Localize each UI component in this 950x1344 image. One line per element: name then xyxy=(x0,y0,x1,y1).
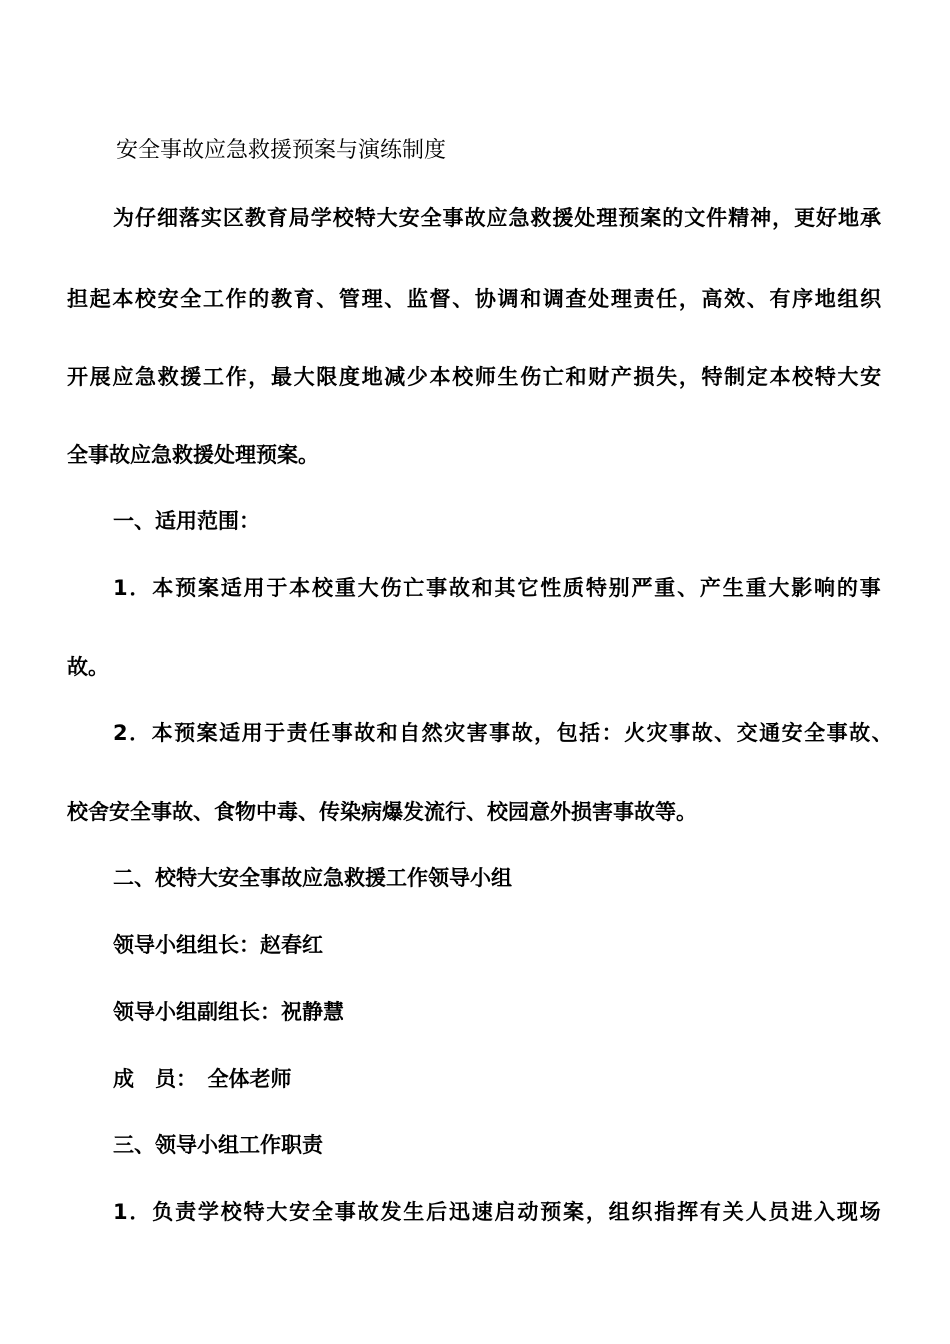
section3-heading: 三、领导小组工作职责 xyxy=(113,1133,323,1157)
intro-line-4: 全事故应急救援处理预案。 xyxy=(67,443,319,467)
intro-line-3: 开展应急救援工作，最大限度地减少本校师生伤亡和财产损失，特制定本校特大安 xyxy=(67,365,883,389)
intro-line-1: 为仔细落实区教育局学校特大安全事故应急救援处理预案的文件精神，更好地承 xyxy=(113,206,882,230)
section2-deputy: 领导小组副组长：祝静慧 xyxy=(113,1000,344,1024)
section1-heading: 一、适用范围： xyxy=(113,509,260,533)
section1-item2-line1: 2．本预案适用于责任事故和自然灾害事故，包括：火灾事故、交通安全事故、 xyxy=(113,721,895,745)
section2-leader: 领导小组组长：赵春红 xyxy=(113,933,323,957)
section2-heading: 二、校特大安全事故应急救援工作领导小组 xyxy=(113,866,512,890)
intro-line-2: 担起本校安全工作的教育、管理、监督、协调和调查处理责任，高效、有序地组织 xyxy=(67,287,883,311)
section3-item1-line1: 1．负责学校特大安全事故发生后迅速启动预案，组织指挥有关人员进入现场 xyxy=(113,1200,883,1224)
section1-item1-line2: 故。 xyxy=(67,655,109,679)
section1-item1-line1: 1．本预案适用于本校重大伤亡事故和其它性质特别严重、产生重大影响的事 xyxy=(113,576,883,600)
section2-members: 成 员： 全体老师 xyxy=(113,1067,292,1091)
document-title: 安全事故应急救援预案与演练制度 xyxy=(116,138,447,163)
section1-item2-line2: 校舍安全事故、食物中毒、传染病爆发流行、校园意外损害事故等。 xyxy=(67,800,697,824)
